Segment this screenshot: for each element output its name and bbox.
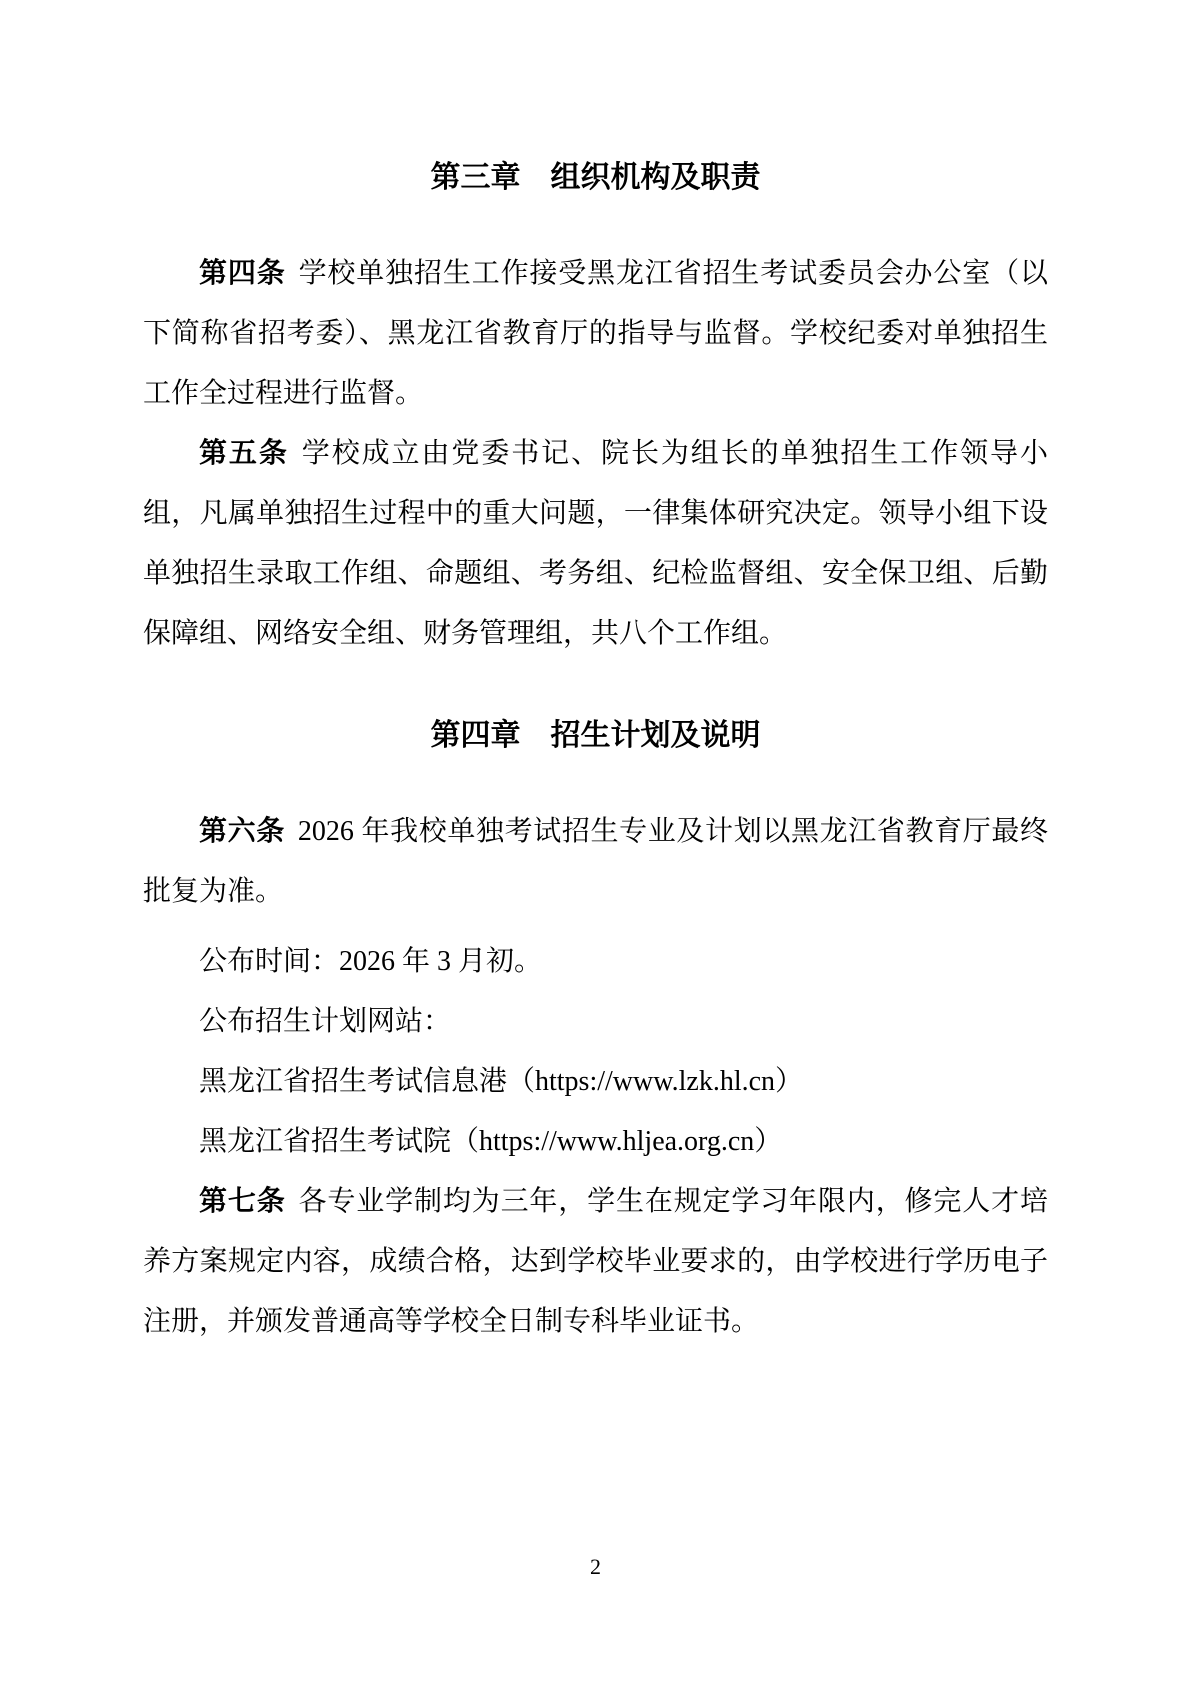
chapter4-heading: 第四章 招生计划及说明 [430,719,761,752]
article4-paragraph [143,244,1048,424]
publish-time-line: 公布时间：2026 年 3 月初。 [199,946,543,977]
website1-line: 黑龙江省招生考试信息港（https://www.lzk.hl.cn） [199,1066,804,1097]
article6-label: 第六条 [199,816,285,847]
article7-paragraph [143,1172,1048,1352]
chapter3-heading: 第三章 组织机构及职责 [430,161,761,194]
website2-line: 黑龙江省招生考试院（https://www.hljea.org.cn） [199,1126,783,1157]
article6-paragraph [143,802,1048,922]
website-label-line: 公布招生计划网站： [199,1006,452,1037]
page-footer [0,1552,1191,1582]
page-content [143,0,1048,1352]
article4-label: 第四条 [199,258,286,289]
article6-text: 2026 年我校单独考试招生专业及计划以黑龙江省教育厅最终批复为准。 [143,816,1048,907]
article7-text: 各专业学制均为三年，学生在规定学习年限内，修完人才培养方案规定内容，成绩合格，达到学校毕业要求的，由学校进行学历电子注册，并颁发普通高等学校全日制专科毕业证书。 [143,1186,1048,1337]
article5-label: 第五条 [199,438,289,469]
article4-text: 学校单独招生工作接受黑龙江省招生考试委员会办公室（以下简称省招考委）、黑龙江省教育厅的指导与监督。学校纪委对单独招生工作全过程进行监督。 [143,258,1048,409]
article7-label: 第七条 [199,1186,286,1217]
article5-text: 学校成立由党委书记、院长为组长的单独招生工作领导小组，凡属单独招生过程中的重大问题，一律集体研究决定。领导小组下设单独招生录取工作组、命题组、考务组、纪检监督组、安全保卫组、后勤保障组、网络安全组、财务管理组，共八个工作组。 [143,438,1048,649]
page-number: 2 [590,1554,601,1579]
article5-paragraph [143,424,1048,664]
